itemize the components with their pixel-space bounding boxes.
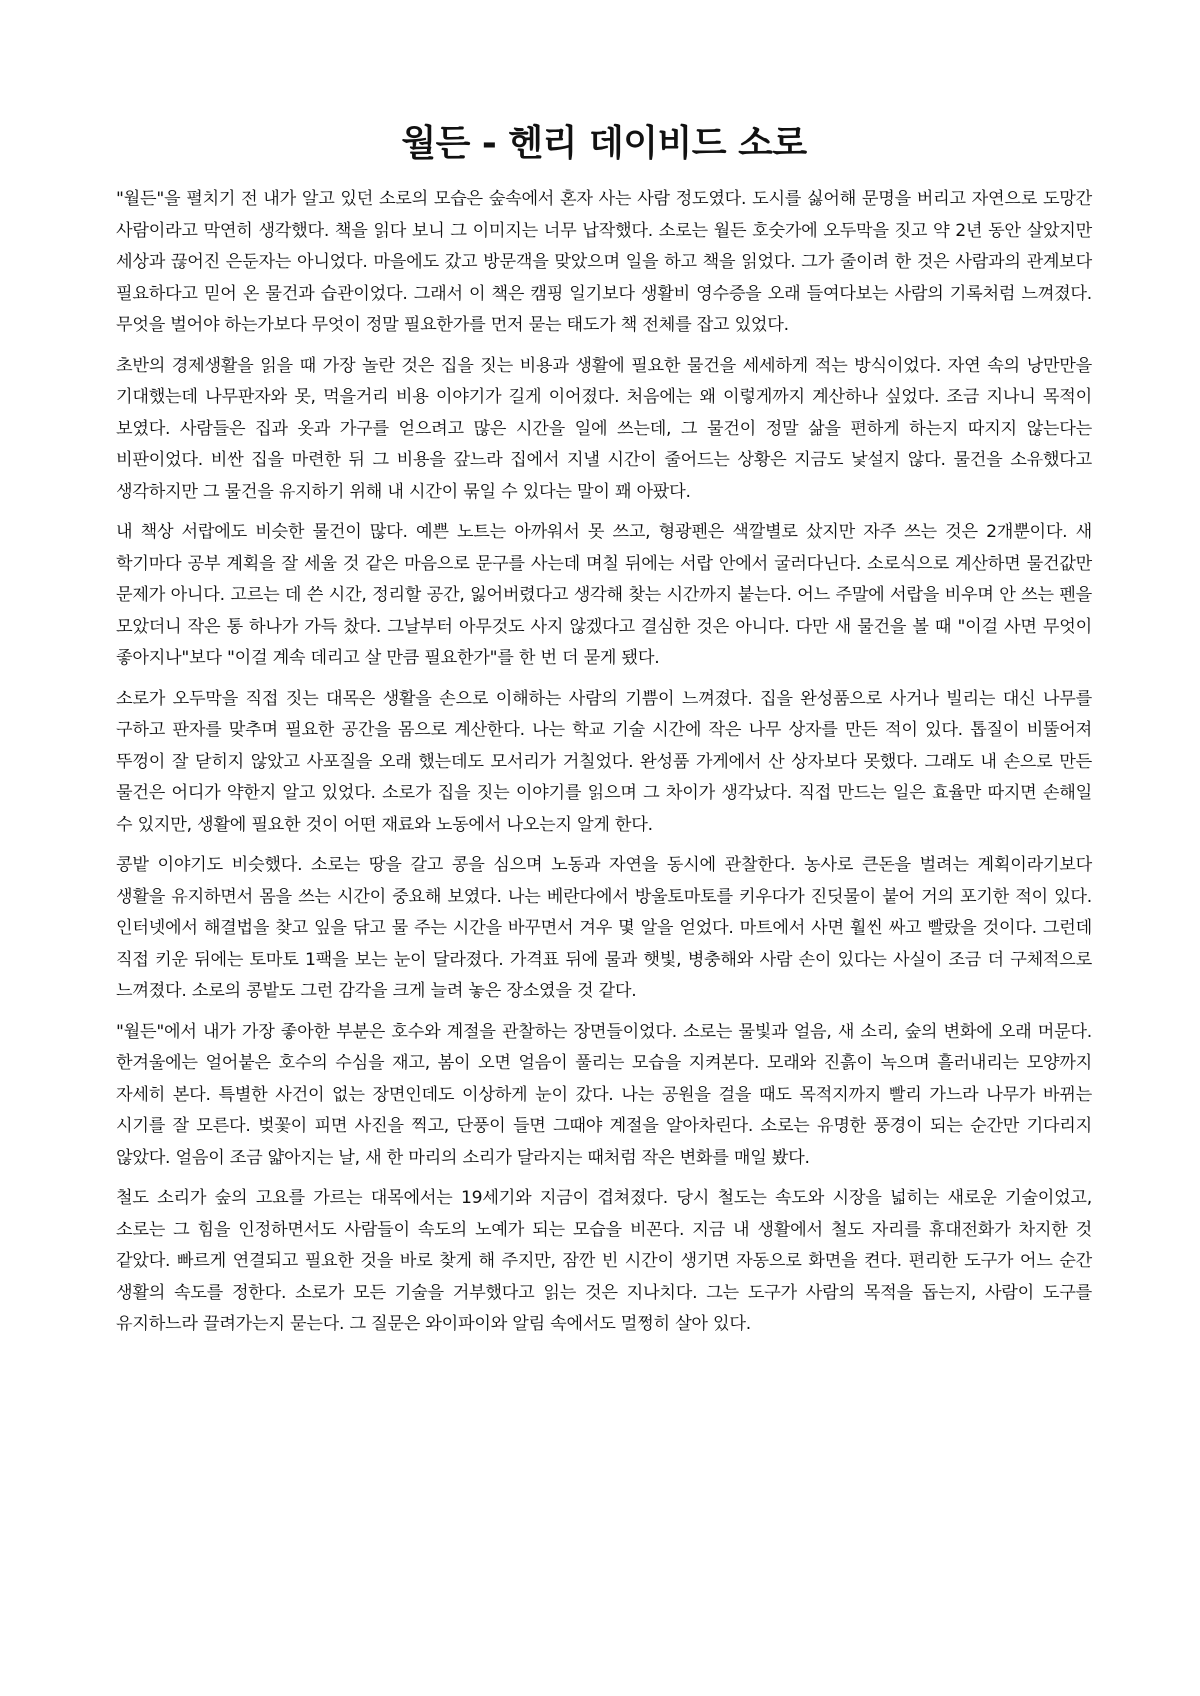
paragraph-5: 콩밭 이야기도 비슷했다. 소로는 땅을 갈고 콩을 심으며 노동과 자연을 동시에 관찰한다. 농사로 큰돈을 벌려는 계획이라기보다 생활을 유지하면서 몸을 쓰는 시간이 중요해 보였다. 나는 베란다에서 방울토마토를 키우다가 진딧물이 붙어 거의 포기한 적이 있다. 인터넷에서 해결법을 찾고 잎을 닦고 물 주는 시간을 바꾸면서 겨우 몇 알을 얻었다. 마트에서 사면 훨씬 싸고 빨랐을 것이다. 그런데 직접 키운 뒤에는 토마토 1팩을 보는 눈이 달라졌다. 가격표 뒤에 물과 햇빛, 병충해와 사람 손이 있다는 사실이 조금 더 구체적으로 느껴졌다. 소로의 콩밭도 그런 감각을 크게 늘려 놓은 장소였을 것 같다. — [116, 855, 1092, 1001]
paragraph-6: "월든"에서 내가 가장 좋아한 부분은 호수와 계절을 관찰하는 장면들이었다. 소로는 물빛과 얼음, 새 소리, 숲의 변화에 오래 머문다. 한겨울에는 얼어붙은 호수의 수심을 재고, 봄이 오면 얼음이 풀리는 모습을 지켜본다. 모래와 진흙이 녹으며 흘러내리는 모양까지 자세히 본다. 특별한 사건이 없는 장면인데도 이상하게 눈이 갔다. 나는 공원을 걸을 때도 목적지까지 빨리 가느라 나무가 바뀌는 시기를 잘 모른다. 벚꽃이 피면 사진을 찍고, 단풍이 들면 그때야 계절을 알아차린다. 소로는 유명한 풍경이 되는 순간만 기다리지 않았다. 얼음이 조금 얇아지는 날, 새 한 마리의 소리가 달라지는 때처럼 작은 변화를 매일 봤다. — [116, 1021, 1092, 1168]
document-title: 월든 - 헨리 데이비드 소로 — [401, 123, 807, 164]
paragraph-2: 초반의 경제생활을 읽을 때 가장 놀란 것은 집을 짓는 비용과 생활에 필요한 물건을 세세하게 적는 방식이었다. 자연 속의 낭만만을 기대했는데 나무판자와 못, 먹을거리 비용 이야기가 길게 이어졌다. 처음에는 왜 이렇게까지 계산하나 싶었다. 조금 지나니 목적이 보였다. 사람들은 집과 옷과 가구를 얻으려고 많은 시간을 일에 쓰는데, 그 물건이 정말 삶을 편하게 하는지 따지지 않는다는 비판이었다. 비싼 집을 마련한 뒤 그 비용을 갚느라 집에서 지낼 시간이 줄어드는 상황은 지금도 낯설지 않다. 물건을 소유했다고 생각하지만 그 물건을 유지하기 위해 내 시간이 묶일 수 있다는 말이 꽤 아팠다. — [116, 355, 1092, 502]
paragraph-1: "월든"을 펼치기 전 내가 알고 있던 소로의 모습은 숲속에서 혼자 사는 사람 정도였다. 도시를 싫어해 문명을 버리고 자연으로 도망간 사람이라고 막연히 생각했다. 책을 읽다 보니 그 이미지는 너무 납작했다. 소로는 월든 호숫가에 오두막을 짓고 약 2년 동안 살았지만 세상과 끊어진 은둔자는 아니었다. 마을에도 갔고 방문객을 맞았으며 일을 하고 책을 읽었다. 그가 줄이려 한 것은 사람과의 관계보다 필요하다고 믿어 온 물건과 습관이었다. 그래서 이 책은 캠핑 일기보다 생활비 영수증을 오래 들여다보는 사람의 기록처럼 느껴졌다. 무엇을 벌어야 하는가보다 무엇이 정말 필요한가를 먼저 묻는 태도가 책 전체를 잡고 있었다. — [116, 189, 1092, 335]
paragraph-7: 철도 소리가 숲의 고요를 가르는 대목에서는 19세기와 지금이 겹쳐졌다. 당시 철도는 속도와 시장을 넓히는 새로운 기술이었고, 소로는 그 힘을 인정하면서도 사람들이 속도의 노예가 되는 모습을 비꼰다. 지금 내 생활에서 철도 자리를 휴대전화가 차지한 것 같았다. 빠르게 연결되고 필요한 것을 바로 찾게 해 주지만, 잠깐 빈 시간이 생기면 자동으로 화면을 켠다. 편리한 도구가 어느 순간 생활의 속도를 정한다. 소로가 모든 기술을 거부했다고 읽는 것은 지나치다. 그는 도구가 사람의 목적을 돕는지, 사람이 도구를 유지하느라 끌려가는지 묻는다. 그 질문은 와이파이와 알림 속에서도 멀쩡히 살아 있다. — [116, 1188, 1092, 1334]
paragraph-3: 내 책상 서랍에도 비슷한 물건이 많다. 예쁜 노트는 아까워서 못 쓰고, 형광펜은 색깔별로 샀지만 자주 쓰는 것은 2개뿐이다. 새 학기마다 공부 계획을 잘 세울 것 같은 마음으로 문구를 사는데 며칠 뒤에는 서랍 안에서 굴러다닌다. 소로식으로 계산하면 물건값만 문제가 아니다. 고르는 데 쓴 시간, 정리할 공간, 잃어버렸다고 생각해 찾는 시간까지 붙는다. 어느 주말에 서랍을 비우며 안 쓰는 펜을 모았더니 작은 통 하나가 가득 찼다. 그날부터 아무것도 사지 않겠다고 결심한 것은 아니다. 다만 새 물건을 볼 때 "이걸 사면 무엇이 좋아지나"보다 "이걸 계속 데리고 살 만큼 필요한가"를 한 번 더 묻게 됐다. — [116, 522, 1092, 668]
paragraph-4: 소로가 오두막을 직접 짓는 대목은 생활을 손으로 이해하는 사람의 기쁨이 느껴졌다. 집을 완성품으로 사거나 빌리는 대신 나무를 구하고 판자를 맞추며 필요한 공간을 몸으로 계산한다. 나는 학교 기술 시간에 작은 나무 상자를 만든 적이 있다. 톱질이 비뚤어져 뚜껑이 잘 닫히지 않았고 사포질을 오래 했는데도 모서리가 거칠었다. 완성품 가게에서 산 상자보다 못했다. 그래도 내 손으로 만든 물건은 어디가 약한지 알고 있었다. 소로가 집을 짓는 이야기를 읽으며 그 차이가 생각났다. 직접 만드는 일은 효율만 따지면 손해일 수 있지만, 생활에 필요한 것이 어떤 재료와 노동에서 나오는지 알게 한다. — [116, 688, 1092, 835]
